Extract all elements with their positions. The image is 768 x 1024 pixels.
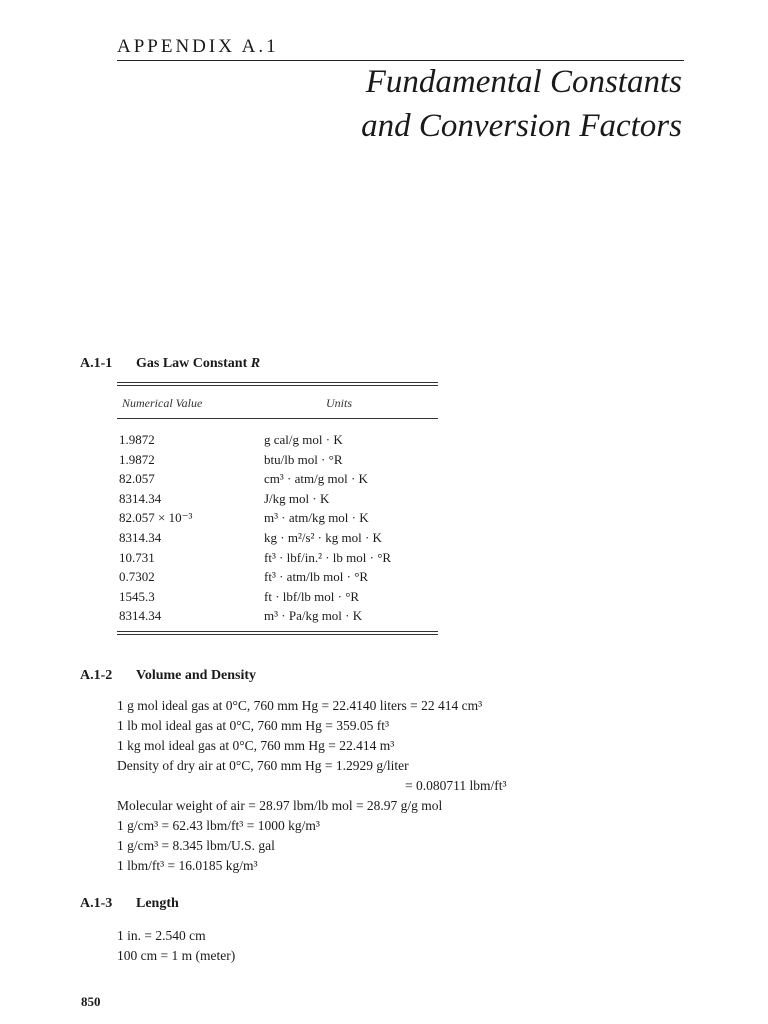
table-cell-value: 82.057 [119,471,155,487]
table-cell-units: cm³ · atm/g mol · K [264,471,368,487]
table-header-rule [117,418,438,419]
table-cell-units: ft³ · atm/lb mol · °R [264,569,369,585]
title-line-1: Fundamental Constants [365,64,682,100]
section-heading-gas-law [80,356,260,372]
table-cell-units: m³ · Pa/kg mol · K [264,608,363,624]
table-cell-value: 1.9872 [119,432,155,447]
list-item: Molecular weight of air = 28.97 lbm/lb mol = 28.97 g/g mol [117,798,443,813]
section-heading-length [80,896,179,912]
section-number: A.1-3 [80,896,113,911]
table-cell-units: kg · m²/s² · kg mol · K [264,530,382,545]
table-bottom-rule-2 [117,634,438,635]
section-title: Volume and Density [136,668,257,683]
table-cell-units: g cal/g mol · K [264,432,343,447]
table-cell-value: 8314.34 [119,530,162,545]
list-item: 1 g/cm³ = 62.43 lbm/ft³ = 1000 kg/m³ [117,818,320,833]
table-cell-value: 1.9872 [119,451,155,467]
column-header-value: Numerical Value [122,396,203,410]
list-item: 1 in. = 2.540 cm [117,928,206,943]
table-cell-units: ft³ · lbf/in.² · lb mol · °R [264,549,392,565]
table-cell-value: 8314.34 [119,490,162,506]
list-item: = 0.080711 lbm/ft³ [405,778,507,793]
table-cell-value: 1545.3 [119,588,155,604]
table-cell-value: 82.057 × 10⁻³ [119,510,193,526]
table-cell-units: ft · lbf/lb mol · °R [264,588,360,604]
list-item: 1 lbm/ft³ = 16.0185 kg/m³ [117,858,258,873]
section-symbol: R [250,356,261,371]
table-cell-value: 10.731 [119,549,155,565]
list-item: Density of dry air at 0°C, 760 mm Hg = 1.2929 g/liter [117,758,409,773]
list-item: 100 cm = 1 m (meter) [117,948,236,963]
table-top-rule-2 [117,385,438,386]
table-cell-value: 0.7302 [119,569,155,585]
section-number: A.1-2 [80,668,113,683]
table-cell-units: m³ · atm/kg mol · K [264,510,369,526]
list-item: 1 kg mol ideal gas at 0°C, 760 mm Hg = 22.414 m³ [117,738,395,753]
column-header-units: Units [326,396,353,410]
table-cell-units: J/kg mol · K [264,490,330,506]
table-cell-units: btu/lb mol · °R [264,451,343,467]
table-cell-value: 8314.34 [119,608,162,624]
list-item: 1 g mol ideal gas at 0°C, 760 mm Hg = 22.4140 liters = 22 414 cm³ [117,698,483,713]
section-heading-volume-density [80,668,256,684]
appendix-label: APPENDIX A.1 [117,36,279,57]
table-bottom-rule-1 [117,631,438,632]
page-number: 850 [81,994,101,1009]
section-title: Gas Law Constant [136,356,248,371]
list-item: 1 g/cm³ = 8.345 lbm/U.S. gal [117,838,275,853]
section-number: A.1-1 [80,356,113,371]
title-line-2: and Conversion Factors [361,108,682,144]
section-title: Length [136,896,179,911]
table-top-rule-1 [117,382,438,383]
list-item: 1 lb mol ideal gas at 0°C, 760 mm Hg = 359.05 ft³ [117,718,390,733]
